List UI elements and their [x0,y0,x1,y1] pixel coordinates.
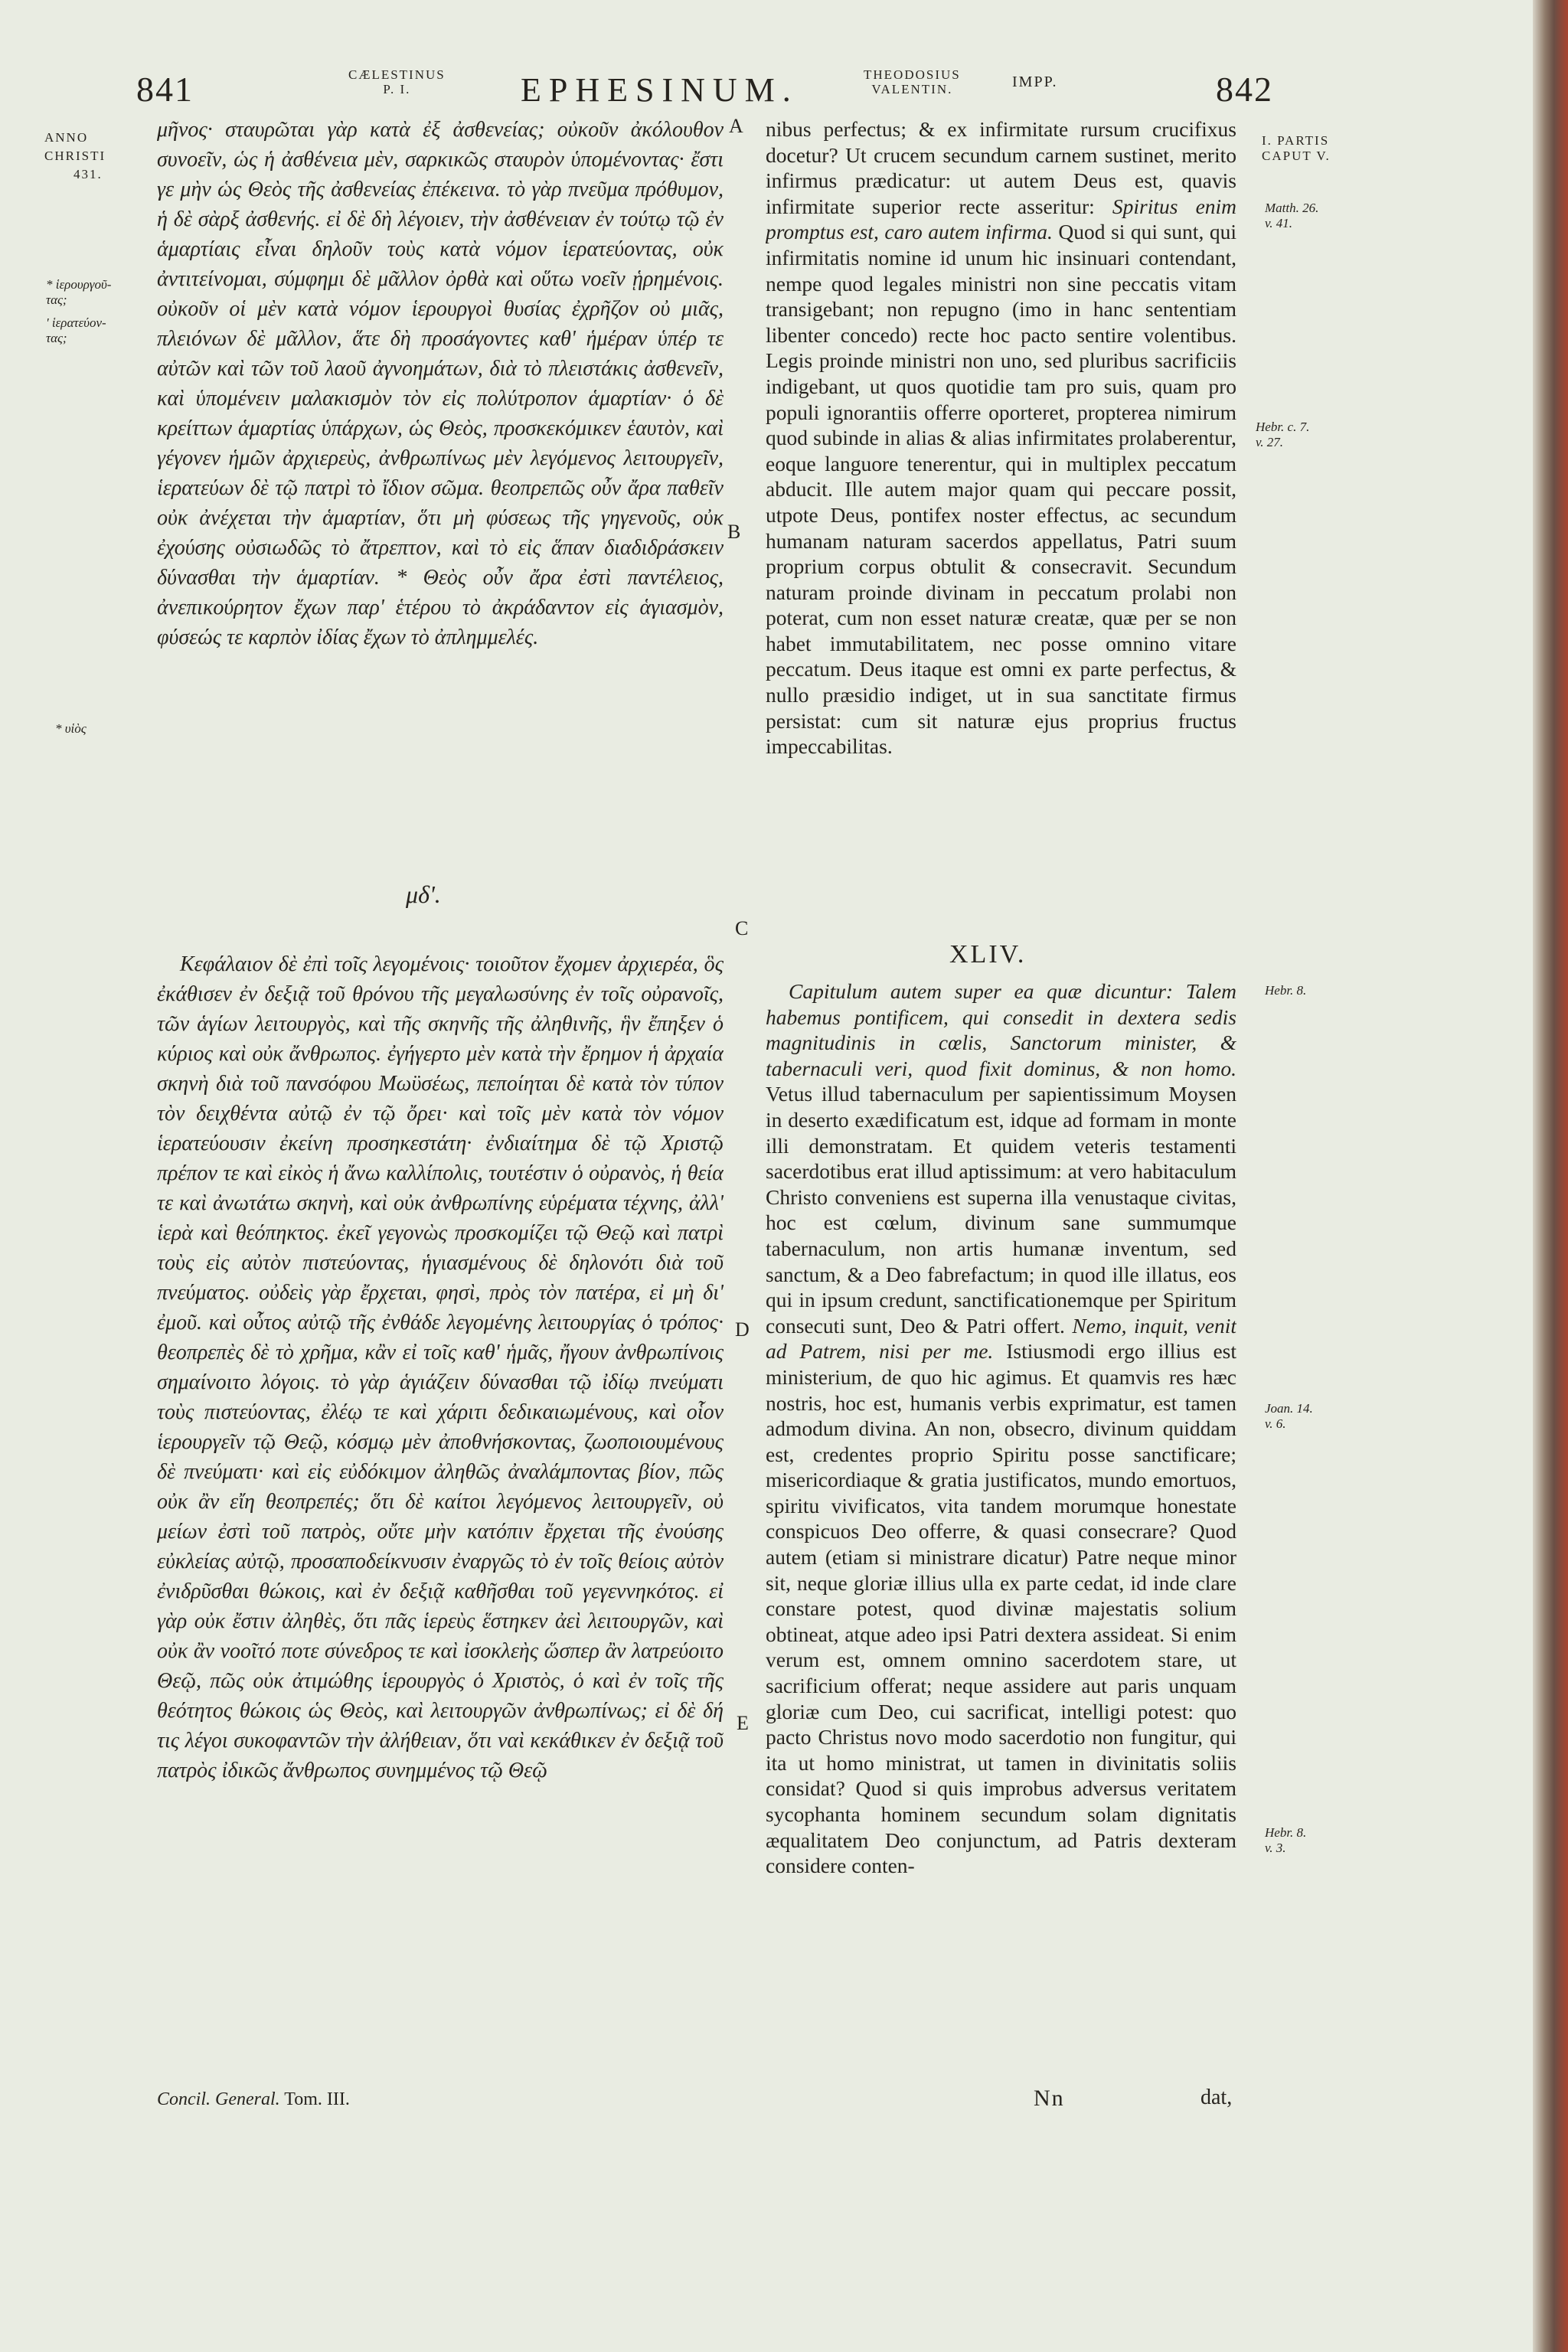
header-pope: CÆLESTINUS P. I. [348,67,446,96]
margin-year: ANNO CHRISTI 431. [44,130,106,181]
greek-column-bottom [157,949,724,2067]
margin-note-3: * υἱὸς [55,721,87,736]
margin-partis: I. PARTIS CAPUT V. [1262,133,1331,163]
page-number-right: 842 [1216,70,1273,109]
margin-note-2: ' ἱερατεύον- τας; [46,315,106,345]
greek-section-number: μδ'. [406,880,441,908]
latin-paragraph-1: nibus perfectus; & ex infirmitate rursum crucifixus docetur? Ut crucem secundum carnem sustinet, merito infirmus prædicatur: ut autem Deus est, quavis infirmitate superior recte asseritur: Spiritus enim promptus est, caro autem infirma. Quod si qui sunt, qui infirmitatis nomine id unum hic insinuari contendant, nempe quod legales ministri non sine peccatis vitam transigebant; non repugno (imo in hanc sententiam libenter concedo) recte hoc pacto sentire volentibus. Legis proinde ministri non uno, sed pluribus sacrificiis indigebant, ut quos quotidie tam pro suis, quam pro populi ignorantiis offerre oporteret, propterea nimirum quod subinde in alias & alias infirmitates prolaberentur, eoque languore tenerentur, qui in multiplex peccatum abducit. Ille autem major quam qui peccare possit, utpote Deus, pontifex noster effectus, ac secundum humanam naturam sacerdos appellatus, Patri suum proprium corpus obtulit & consecravit. Secundum naturam proinde divinam in peccatum prolabi non poterat, cum non esset naturæ creatæ, quæ per se non habet immutabilitatem, nec posse omnino vitare peccatum. Deus itaque est omni ex parte perfectus, & nullo præsidio indiget, ut in sua sanctitate firmus persistat: cum sit naturæ ejus proprius fructus impeccabilitas. [766,117,1236,759]
margin-note-1: * ἱερουργοῦ- τας; [46,277,112,307]
book-binding [1533,0,1568,2352]
latin-paragraph-2: Capitulum autem super ea quæ dicuntur: Talem habemus pontificem, qui consedit in dextera sedis magnitudinis in cœlis, Sanctorum minister, & tabernaculi veri, quod fixit dominus, & non homo. Vetus illud tabernaculum per sapientissimum Moysen in deserto exædificatum est, idque ad formam in monte illi demonstratam. Et quidem veteris testamenti sacerdotibus erat illud aptissimum: at vero habitaculum Christo conveniens est superna illa venustaque civitas, hoc est cœlum, divinum sane summumque tabernaculum, non artis humanæ inventum, sed sanctum, & a Deo fabrefactum; in quod ille illatus, eos qui in ipsum credunt, sanctificationemque per Spiritum consecuti sunt, Deo & Patri offert. Nemo, inquit, venit ad Patrem, nisi per me. Istiusmodi ergo illius est ministerium, de quo hic agimus. Et quamvis res hæc nostris, hoc est, humanis verbis exprimatur, est tamen admodum divina. An non, obsecro, divinum quiddam est, credentes proprio Spiritu posse sanctificare; misericordiaque & gratia justificatos, mundo emortuos, spiritu vivificatos, vita tandem morumque honestate conspicuos Deo offerre, & quasi consecrare? Quod autem (etiam si ministrare dicatur) Patre neque minor sit, neque gloriæ illius ulla ex parte cedat, id inde clare constare potest, quod divinæ majestatis solium obtineat, atque adeo ipsi Patri dextera assideat. Si enim verum est, omnem omnino sacerdotem stare, ut sacrificium offerat; neque assidere aut paris unquam gloriæ cum Deo, cui sacrificat, intelligi potest: quo pacto Christus novo modo sacerdotio non fungitur, qui ita ut homo ministrat, ut tamen in divinitatis soliis considat? Quod si quis improbus adversus veritatem sycophanta hominem secundum solam dignitatis æqualitatem Deo conjunctum, ad Patris dexteram considere conten- [766,979,1236,1878]
footer-volume: Concil. General. Tom. III. [157,2089,350,2109]
header-impp: IMPP. [1012,74,1058,90]
margin-ref-hebrews-8: Hebr. 8. [1265,983,1307,998]
greek-paragraph-2: Κεφάλαιον δὲ ἐπὶ τοῖς λεγομένοις· τοιοῦτον ἔχομεν ἀρχιερέα, ὃς ἐκάθισεν ἐν δεξιᾷ τοῦ θρόνου τῆς μεγαλωσύνης ἐν τοῖς οὐρανοῖς, τῶν ἁγίων λειτουργὸς, καὶ τῆς σκηνῆς τῆς ἀληθινῆς, ἣν ἔπηξεν ὁ κύριος καὶ οὐκ ἄνθρωπος. ἐγήγερτο μὲν κατὰ τὴν ἔρημον ἡ ἀρχαία σκηνὴ διὰ τοῦ πανσόφου Μωϋσέως, πεποίηται δὲ κατὰ τὸν τύπον τὸν δειχθέντα αὐτῷ ἐν τῷ ὄρει· καὶ τοῖς μὲν κατὰ τὸν νόμον ἱερατεύουσιν ἐκείνη προσηκεστάτη· ἐνδιαίτημα δὲ τῷ Χριστῷ πρέπον τε καὶ εἰκὸς ἡ ἄνω καλλίπολις, τουτέστιν ὁ οὐρανὸς, ἡ θεία τε καὶ ἀνωτάτω σκηνὴ, καὶ οὐκ ἀνθρωπίνης εὑρέματα τέχνης, ἀλλ' ἱερὰ καὶ θεόπηκτος. ἐκεῖ γεγονὼς προσκομίζει τῷ Θεῷ καὶ πατρὶ τοὺς εἰς αὐτὸν πιστεύοντας, ἡγιασμένους δὲ δηλονότι διὰ τοῦ πνεύματος. οὐδεὶς γὰρ ἔρχεται, φησὶ, πρὸς τὸν πατέρα, εἰ μὴ δι' ἐμοῦ. καὶ οὗτος αὐτῷ τῆς ἐνθάδε λεγομένης λειτουργίας ὁ τρόπος· θεοπρεπὲς δὲ τὸ χρῆμα, κἂν εἰ τοῖς καθ' ἡμᾶς, ἤγουν ἀνθρωπίνοις σημαίνοιτο λόγοις. τὸ γὰρ ἁγιάζειν δύνασθαι τῷ ἰδίῳ πνεύματι τοὺς πιστεύοντας, ἐλέῳ τε καὶ χάριτι δεδικαιωμένους, καὶ οἷον ἱερουργεῖν τῷ Θεῷ, κόσμῳ μὲν ἀποθνήσκοντας, ζωοποιουμένους δὲ πνεύματι· καὶ εἰς εὐδόκιμον ἀληθῶς ἀναλάμποντας βίον, πῶς οὐκ ἂν εἴη θεοπρεπές; ὅτι δὲ καίτοι λεγόμενος λειτουργεῖν, οὐ μείων ἐστὶ τοῦ πατρὸς, οὔτε μὴν κατόπιν ἔρχεται τῆς ἐνούσης εὐκλείας αὐτῷ, προσαποδείκνυσιν ἐναργῶς τὸ ἐν τοῖς θείοις αὐτὸν ἐνιδρῦσθαι θώκοις, καὶ ἐν δεξιᾷ καθῆσθαι τοῦ γεγεννηκότος. εἰ γὰρ οὐκ ἔστιν ἀληθὲς, ὅτι πᾶς ἱερεὺς ἕστηκεν ἀεὶ λειτουργῶν, καὶ οὐκ ἂν νοοῖτό ποτε σύνεδρος τε καὶ ἰσοκλεὴς ὥσπερ ἂν λατρεύοιτο Θεῷ, πῶς οὐκ ἀτιμώθης ἱερουργὸς ὁ Χριστὸς, ὁ καὶ ἐν τοῖς τῆς θεότητος θώκοις ὡς Θεὸς, καὶ λειτουργῶν ἀνθρωπίνως; εἰ δὲ δή τις λέγοι συκοφαντῶν τὴν ἀλήθειαν, ὅτι ναὶ κεκάθικεν ἐν δεξιᾷ τοῦ πατρὸς ἰδικῶς ἄνθρωπος συνημμένος τῷ Θεῷ [157,952,724,1782]
footer-signature: Nn [1034,2086,1065,2111]
greek-column-top [157,115,724,850]
header-emperors: THEODOSIUS VALENTIN. [864,67,961,96]
section-letter-a: A [729,115,743,137]
margin-ref-hebrews-8-3: Hebr. 8. v. 3. [1265,1825,1307,1855]
margin-ref-john: Joan. 14. v. 6. [1265,1401,1313,1431]
section-letter-c: C [735,917,749,939]
greek-paragraph-1: μῆνος· σταυρῶται γὰρ κατὰ ἐξ ἀσθενείας; οὐκοῦν ἀκόλουθον συνοεῖν, ὡς ἡ ἀσθένεια μὲν, σαρκικῶς σταυρὸν ὑπομένοντας· ἔστι γε μὴν ὡς Θεὸς τῆς ἀσθενείας ἐπέκεινα. τὸ γὰρ πνεῦμα πρόθυμον, ἡ δὲ σὰρξ ἀσθενής. εἰ δὲ δὴ λέγοιεν, τὴν ἀσθένειαν ἐν τούτῳ τῷ ἐν ἁμαρτίαις εἶναι δηλοῦν τοὺς κατὰ νόμον ἱερατεύοντας, οὐκ ἀντιτείνομαι, σύμφημι δὲ μᾶλλον ὀρθὰ καὶ οὕτω νοεῖν ᾑρημένοις. οὐκοῦν οἱ μὲν κατὰ νόμον ἱερουργοὶ θυσίας ἐχρῆζον οὐ μιᾶς, πλειόνων δὲ μᾶλλον, ἅτε δὴ προσάγοντες καθ' ἡμέραν ὑπέρ τε αὐτῶν καὶ τῶν τοῦ λαοῦ ἀγνοημάτων, διὰ τὸ πλειστάκις ἀσθενεῖν, καὶ ὑπομένειν μαλακισμὸν τὸν εἰς πολύτροπον ἁμαρτίαν· ὁ δὲ κρείττων ἁμαρτίας ὑπάρχων, ὡς Θεὸς, προσκεκόμικεν ἑαυτὸν, καὶ γέγονεν ἡμῶν ἀρχιερεὺς, ἀνθρωπίνως μὲν λεγόμενος λειτουργεῖν, ἱερατεύων δὲ τῷ πατρὶ τὸ ἴδιον σῶμα. θεοπρεπῶς οὖν ἄρα παθεῖν οὐκ ἀνέχεται τὴν ἁμαρτίαν, ὅτι μὴ φύσεως τῆς γηγενοῦς, οὐκ ἐχούσης οὐσιωδῶς τὸ ἄτρεπτον, καὶ τὸ εἰς ἅπαν διαδιδράσκειν δύνασθαι τὴν ἁμαρτίαν. * Θεὸς οὖν ἄρα ἐστὶ παντέλειος, ἀνεπικούρητον ἔχων παρ' ἑτέρου τὸ ἀκράδαντον εἰς ἁγιασμὸν, φύσεώς τε καρπὸν ἰδίας ἔχων τὸ ἀπλημμελές. [157,118,724,649]
latin-column-bottom [766,978,1236,2073]
margin-ref-hebrews-7: Hebr. c. 7. v. 27. [1256,420,1310,449]
latin-column-top [766,116,1236,928]
section-letter-b: B [727,521,741,543]
margin-ref-matthew: Matth. 26. v. 41. [1265,201,1319,230]
footer-catchword: dat, [1200,2086,1233,2109]
header-title: EPHESINUM. [521,71,799,109]
section-letter-e: E [737,1712,749,1734]
running-header [0,67,1524,113]
page-number-left: 841 [136,70,194,109]
latin-section-number: XLIV. [949,940,1027,969]
section-letter-d: D [735,1318,750,1341]
